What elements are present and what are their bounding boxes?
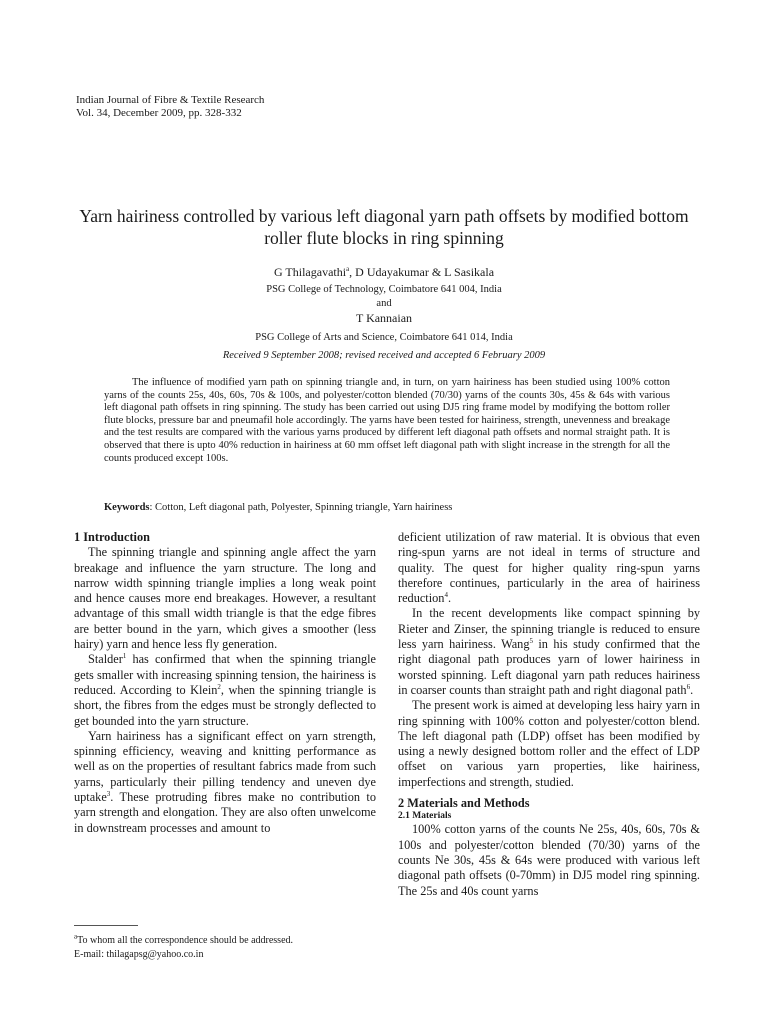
text-run: in his study confirmed that the right diagonal path produces yarn of lower hairiness in worsted spinning. Left diagonal yarn path reduces hairiness in coarser counts than straight path and right diagonal path — [398, 637, 700, 697]
text-run: Stalder — [88, 652, 123, 667]
intro-paragraph-3 — [74, 729, 376, 836]
materials-paragraph-1: 100% cotton yarns of the counts Ne 25s, 40s, 60s, 70s & 100s and polyester/cotton blended (70/30) yarns of the counts Ne 30s, 45s & 64s were produced with various left diagonal path offsets (0-70mm) in DJ5 model ring spinning. The 25s and 40s count yarns — [398, 822, 700, 898]
journal-header — [76, 94, 264, 120]
footnote-mark: a — [74, 932, 78, 941]
materials-heading: 2.1 Materials — [398, 811, 452, 822]
authors-line-1 — [60, 265, 708, 279]
left-column — [74, 530, 376, 836]
intro-paragraph-3-continued — [398, 530, 700, 606]
ref-mark: 4 — [444, 591, 448, 600]
text-run: has confirmed that when the spinning triangle gets smaller with increasing spinning tension, the hairiness is reduced. According to Klein — [74, 652, 376, 697]
affiliation-2: PSG College of Arts and Science, Coimbatore 641 014, India — [255, 332, 513, 343]
paper-title: Yarn hairiness controlled by various left diagonal yarn path offsets by modified bottom roller flute blocks in ring spinning — [79, 206, 689, 248]
ref-mark: 2 — [217, 682, 221, 691]
and-text: and — [376, 298, 392, 309]
footnote-email: E-mail: thilagapsg@yahoo.co.in — [74, 948, 204, 960]
right-column — [398, 530, 700, 899]
author-mark: a — [346, 265, 350, 273]
authors-line-2: T Kannaian — [355, 311, 413, 325]
author-first: G Thilagavathi — [273, 265, 347, 279]
methods-heading: 2 Materials and Methods — [398, 796, 530, 811]
text-run: deficient utilization of raw material. It is obvious that even ring-spun yarns are not ideal in terms of structure and quality. The quest for higher quality ring-spun yarns therefore continues, particularly in the area of hairiness reduction — [398, 530, 700, 606]
journal-volume: Vol. 34, December 2009, pp. 328-332 — [76, 107, 242, 119]
intro-paragraph-5: The present work is aimed at developing less hairy yarn in ring spinning with 100% cotton and polyester/cotton blend. The left diagonal path (LDP) offset has been modified by using a newly designed bottom roller and the effect of LDP offset on various yarn properties, like hairiness, imperfections and strength, studied. — [398, 698, 700, 789]
keywords — [104, 502, 452, 513]
received-dates: Received 9 September 2008; revised received and accepted 6 February 2009 — [222, 350, 546, 361]
journal-name: Indian Journal of Fibre & Textile Research — [76, 94, 265, 106]
introduction-heading: 1 Introduction — [74, 530, 150, 544]
text-run: . — [447, 591, 452, 606]
intro-paragraph-1: The spinning triangle and spinning angle affect the yarn breakage and influence the yarn structure. The long and narrow width spinning triangle implies a long weak point and hence causes more end breakages. However, a resultant advantage of this small width triangle is that the edge fibres are better bound in the yarn, which gives a smoother (less hairy) yarn and hence less fly generation. — [74, 545, 376, 652]
footnote-1 — [74, 934, 293, 948]
ref-mark: 1 — [122, 652, 127, 661]
author-rest: , D Udayakumar & L Sasikala — [349, 265, 495, 279]
ref-mark: 6 — [686, 682, 691, 691]
affiliation-1: PSG College of Technology, Coimbatore 641 004, India — [266, 284, 502, 295]
footnote-rule — [74, 925, 138, 926]
text-run: , when the spinning triangle is short, the fibres from the edges must be strongly deflected to get bounded into the yarn structure. — [74, 682, 376, 728]
abstract: The influence of modified yarn path on spinning triangle and, in turn, on yarn hairiness has been studied using 100% cotton yarns of the counts 25s, 40s, 60s, 70s & 100s, and polyester/cotton blended (70/30) yarns of the counts 30s, 45s & 64s with various left diagonal path offsets in ring spinning. The study has been carried out using DJ5 ring frame model by modifying the bottom roller flute blocks, pressure bar and pneumafil hole accordingly. The yarns have been tested for hairiness, strength, unevenness and breakage and the test results are compared with the various yarns produced by different left diagonal path offsets and normal straight path. It is observed that there is upto 40% reduction in hairiness at 60 mm offset left diagonal path with slight increase in the strength for all the counts produced except 100s. — [104, 377, 670, 464]
ref-mark: 5 — [529, 636, 533, 645]
intro-paragraph-2 — [74, 652, 376, 728]
ref-mark: 3 — [106, 789, 111, 798]
intro-paragraph-4 — [398, 606, 700, 698]
footnote-text: To whom all the correspondence should be addressed. — [77, 935, 294, 946]
text-run: Yarn hairiness has a significant effect on yarn strength, spinning efficiency, weaving and knitting performance as well as on the properties of resultant fabrics made from such yarns, particularly their pilling tendency and uneven dye uptake — [74, 728, 376, 805]
keywords-label: Keywords — [104, 502, 150, 513]
footnotes — [74, 934, 293, 961]
text-run: . These protruding fibres make no contribution to yarn strength and elongation. They are also often unwelcome in downstream processes and amount to — [74, 790, 376, 835]
text-run: In the recent developments like compact spinning by Rieter and Zinser, the spinning triangle is reduced to ensure less yarn hairiness. Wang — [398, 606, 700, 652]
text-run: . — [690, 682, 694, 697]
author-block — [60, 265, 708, 345]
keywords-text: : Cotton, Left diagonal path, Polyester, Spinning triangle, Yarn hairiness — [149, 502, 453, 513]
